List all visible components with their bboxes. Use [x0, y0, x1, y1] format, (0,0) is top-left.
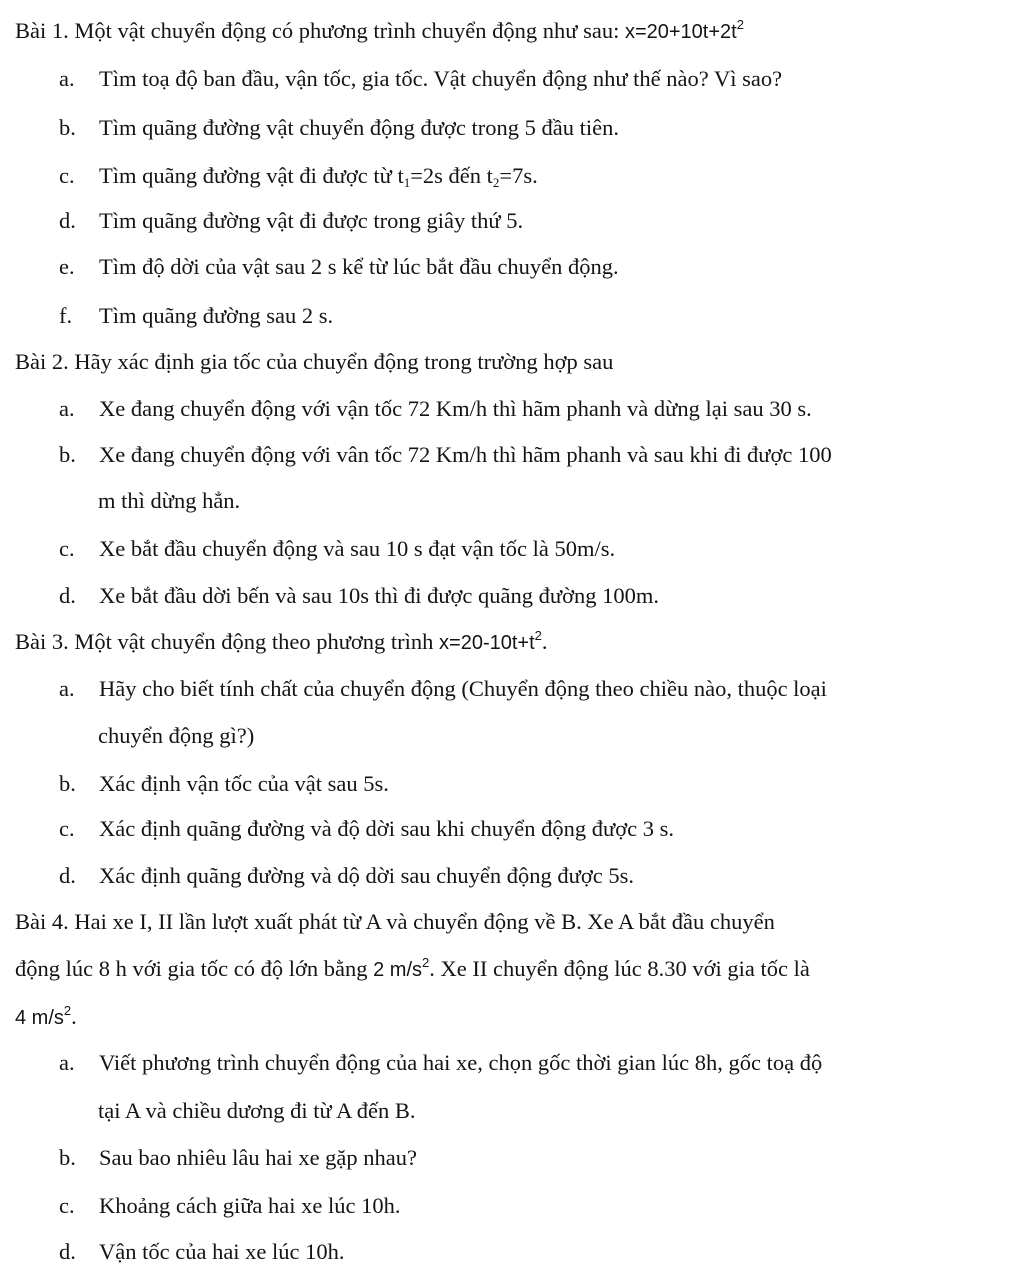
bai2-title: Bài 2. Hãy xác định gia tốc của chuyển động trong trường hợp sau: [15, 349, 614, 374]
bai4-title-line3: 4 $m/s^2$.: [15, 1003, 77, 1029]
bai4-item-c: c. Khoảng cách giữa hai xe lúc 10h.: [59, 1193, 401, 1218]
bai2-item-d: d. Xe bắt đầu dời bến và sau 10s thì đi được quãng đường 100m.: [59, 583, 659, 608]
bai4-item-d: d. Vận tốc của hai xe lúc 10h.: [59, 1239, 345, 1264]
bai1-item-e: e. Tìm độ dời của vật sau 2 s kể từ lúc bắt đầu chuyển động.: [59, 254, 619, 279]
bai4-item-a: a. Viết phương trình chuyển động của hai xe, chọn gốc thời gian lúc 8h, gốc toạ độ: [59, 1050, 823, 1075]
bai4-item-a-cont: tại A và chiều dương đi từ A đến B.: [98, 1098, 416, 1123]
bai1-item-b: b. Tìm quãng đường vật chuyển động được trong 5 đầu tiên.: [59, 115, 619, 140]
bai1-item-f: f. Tìm quãng đường sau 2 s.: [59, 303, 334, 328]
bai3-item-a-cont: chuyển động gì?): [98, 723, 255, 748]
bai1-item-d: d. Tìm quãng đường vật đi được trong giây thứ 5.: [59, 208, 524, 233]
bai4-title: Bài 4. Hai xe I, II lần lượt xuất phát từ A và chuyển động về B. Xe A bắt đầu chuyển: [15, 909, 775, 934]
bai1-equation: $x=20+10t+2t^2$: [624, 17, 744, 43]
bai3-title: Bài 3. Một vật chuyển động theo phương trình $x=20-10t+t^2$.: [15, 628, 548, 654]
bai1-item-c: c. Tìm quãng đường vật đi được từ $t_1=2s$ đến $t_2=7s$.: [59, 163, 538, 190]
bai3-item-a: a. Hãy cho biết tính chất của chuyển động (Chuyển động theo chiều nào, thuộc loại: [59, 676, 827, 701]
bai4-item-b: b. Sau bao nhiêu lâu hai xe gặp nhau?: [59, 1145, 418, 1170]
bai2-item-b: b. Xe đang chuyển động với vân tốc 72 Km/h thì hãm phanh và sau khi đi được 100: [59, 442, 832, 467]
bai3-item-b: b. Xác định vận tốc của vật sau 5s.: [59, 771, 389, 796]
bai1-item-a: a. Tìm toạ độ ban đầu, vận tốc, gia tốc. Vật chuyển động như thế nào? Vì sao?: [59, 66, 783, 91]
bai4-accel-2: 4 $m/s^2$: [15, 1003, 72, 1029]
bai3-item-d: d. Xác định quãng đường và dộ dời sau chuyển động được 5s.: [59, 863, 634, 888]
bai4-title-line2: động lúc 8 h với gia tốc có độ lớn bằng 2 $m/s^2$. Xe II chuyển động lúc 8.30 với gia tốc là: [15, 955, 810, 981]
bai3-equation: $x=20-10t+t^2$: [439, 628, 542, 654]
bai3-item-c: c. Xác định quãng đường và độ dời sau khi chuyển động được 3 s.: [59, 816, 674, 841]
bai2-item-a: a. Xe đang chuyển động với vận tốc 72 Km/h thì hãm phanh và dừng lại sau 30 s.: [59, 396, 812, 421]
bai2-item-b-cont: m thì dừng hẳn.: [98, 488, 241, 513]
bai2-item-c: c. Xe bắt đầu chuyển động và sau 10 s đạt vận tốc là 50m/s.: [59, 536, 616, 561]
bai4-accel-1: 2 $m/s^2$: [373, 955, 430, 981]
bai1-title: Bài 1. Một vật chuyển động có phương trình chuyển động như sau: $x=20+10t+2t^2$: [15, 17, 744, 43]
